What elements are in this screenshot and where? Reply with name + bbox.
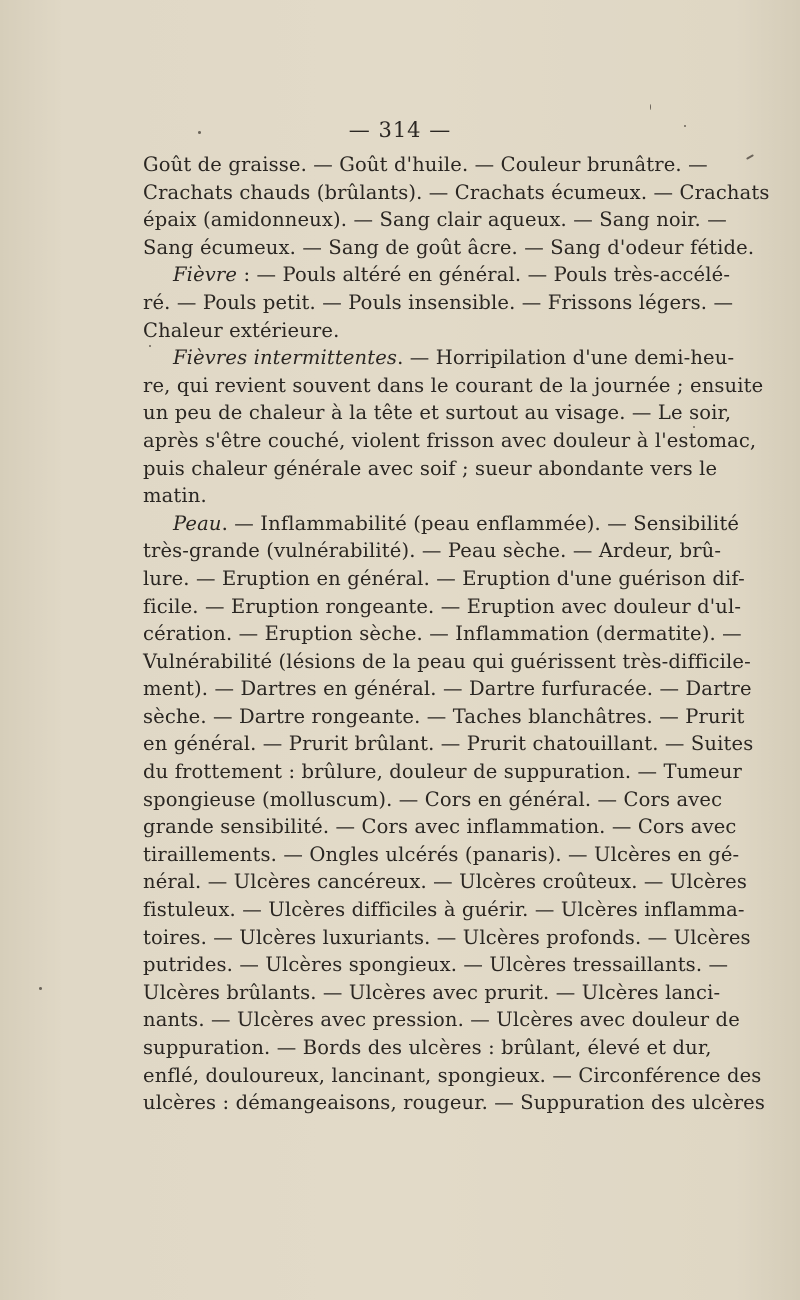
text-line: fistuleux. — Ulcères difficiles à guérir. — Ulcères inflamma-	[143, 898, 745, 922]
heading-peau: Peau	[173, 511, 222, 535]
text-line: Chaleur extérieure.	[143, 318, 340, 342]
text-line: épaix (amidonneux). — Sang clair aqueux. — Sang noir. —	[143, 208, 727, 232]
text-line: putrides. — Ulcères spongieux. — Ulcères tressaillants. —	[143, 953, 729, 977]
body-text	[143, 151, 770, 1117]
text-line: spongieuse (molluscum). — Cors en général. — Cors avec	[143, 787, 723, 811]
paper-speck	[684, 125, 686, 127]
text-line: ré. — Pouls petit. — Pouls insensible. — Frissons légers. —	[143, 290, 734, 314]
paper-speck	[746, 154, 754, 160]
paper-speck	[198, 131, 201, 134]
text-run: . — Horripilation d'une demi-heu-	[397, 346, 735, 370]
heading-fievre: Fièvre	[173, 263, 238, 287]
paper-speck	[650, 104, 651, 110]
paper-speck	[693, 426, 695, 428]
text-line: suppuration. — Bords des ulcères : brûlant, élevé et dur,	[143, 1036, 712, 1059]
text-line: un peu de chaleur à la tête et surtout au visage. — Le soir,	[143, 401, 732, 425]
paper-speck	[39, 987, 42, 990]
text-line: Goût de graisse. — Goût d'huile. — Couleur brunâtre. —	[143, 153, 708, 176]
text-line: ficile. — Eruption rongeante. — Eruption avec douleur d'ul-	[143, 594, 742, 618]
text-line: ment). — Dartres en général. — Dartre furfuracée. — Dartre	[143, 677, 752, 701]
heading-fievres-intermittentes: Fièvres intermittentes	[173, 346, 398, 370]
text-line: lure. — Eruption en général. — Eruption d'une guérison dif-	[143, 566, 745, 590]
text-line: sèche. — Dartre rongeante. — Taches blanchâtres. — Prurit	[143, 704, 745, 728]
text-run: . — Inflammabilité (peau enflammée). — Sensibilité	[221, 511, 740, 535]
text-line: toires. — Ulcères luxuriants. — Ulcères profonds. — Ulcères	[143, 925, 751, 949]
text-line: Ulcères brûlants. — Ulcères avec prurit. — Ulcères lanci-	[143, 980, 721, 1004]
text-line: en général. — Prurit brûlant. — Prurit chatouillant. — Suites	[143, 732, 754, 756]
text-line: après s'être couché, violent frisson avec douleur à l'estomac,	[143, 428, 757, 452]
paper-speck	[149, 345, 151, 347]
text-line: grande sensibilité. — Cors avec inflammation. — Cors avec	[143, 815, 737, 839]
paragraph-fievres-first-line	[143, 344, 735, 372]
text-line: ulcères : démangeaisons, rougeur. — Suppuration des ulcères	[143, 1091, 766, 1115]
text-line: enflé, douloureux, lancinant, spongieux. — Circonférence des	[143, 1063, 762, 1087]
text-run: : — Pouls altéré en général. — Pouls très-accélé-	[237, 263, 731, 287]
text-line: re, qui revient souvent dans le courant de la journée ; ensuite	[143, 373, 764, 397]
text-line: néral. — Ulcères cancéreux. — Ulcères croûteux. — Ulcères	[143, 870, 747, 894]
text-line: Crachats chauds (brûlants). — Crachats écumeux. — Crachats	[143, 180, 770, 204]
text-line: cération. — Eruption sèche. — Inflammation (dermatite). —	[143, 622, 742, 646]
text-line: du frottement : brûlure, douleur de suppuration. — Tumeur	[143, 760, 742, 784]
text-line: tiraillements. — Ongles ulcérés (panaris). — Ulcères en gé-	[143, 842, 740, 866]
text-line: puis chaleur générale avec soif ; sueur abondante vers le	[143, 456, 718, 480]
text-line: très-grande (vulnérabilité). — Peau sèche. — Ardeur, brû-	[143, 539, 722, 563]
paragraph-peau-first-line	[143, 510, 740, 538]
text-line: Sang écumeux. — Sang de goût âcre. — Sang d'odeur fétide.	[143, 235, 755, 259]
text-line: Vulnérabilité (lésions de la peau qui guérissent très-difficile-	[143, 649, 751, 673]
page-number: — 314 —	[348, 118, 452, 142]
text-line: matin.	[143, 484, 207, 508]
paragraph-fievre-first-line	[143, 261, 731, 289]
text-line: nants. — Ulcères avec pression. — Ulcères avec douleur de	[143, 1008, 740, 1032]
